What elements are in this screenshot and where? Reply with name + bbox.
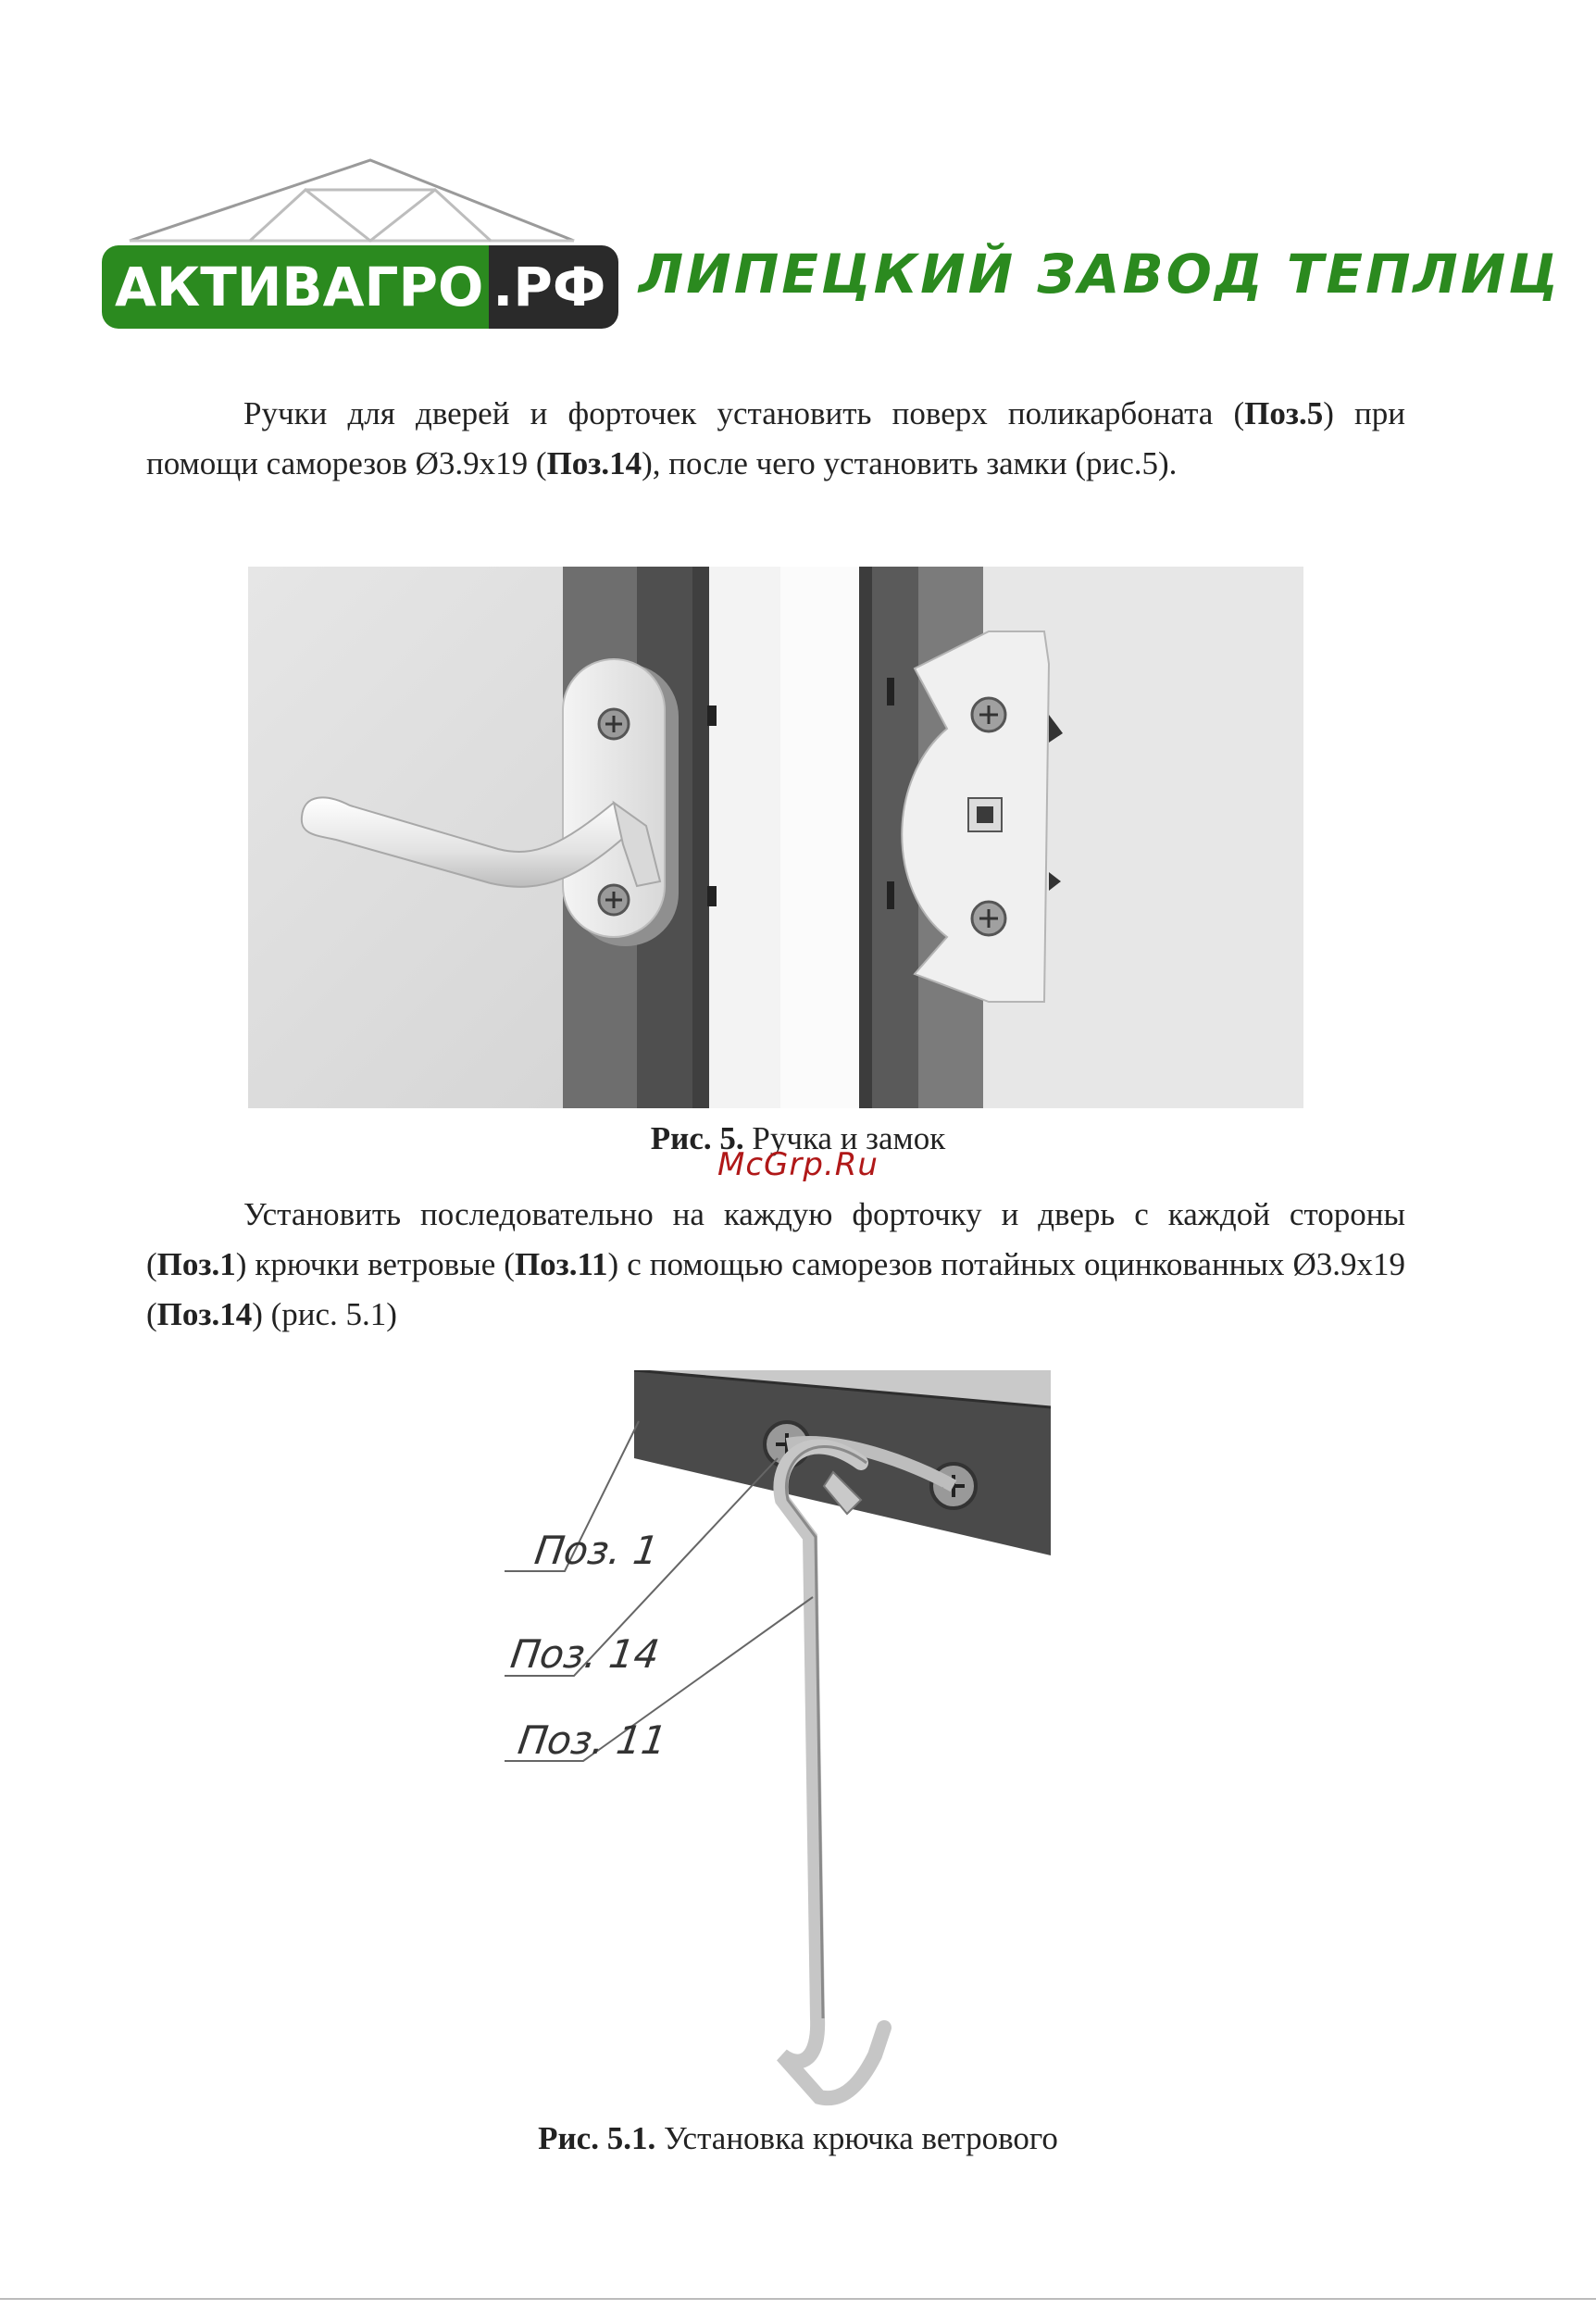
p1-text-1: Ручки для дверей и форточек установить поверх поликарбоната ( <box>243 395 1245 431</box>
logo-main-text: АКТИВАГРО <box>102 245 489 329</box>
p1-ref-1: Поз.5 <box>1244 395 1324 431</box>
company-name-text: ЛИПЕЦКИЙ ЗАВОД ТЕПЛИЦ <box>639 243 1562 306</box>
p2-ref-1: Поз.1 <box>156 1246 236 1282</box>
logo <box>102 153 606 338</box>
greenhouse-roof-icon <box>120 153 602 255</box>
handle-and-lock-illustration <box>248 567 1303 1108</box>
label-poz-1: Поз. 1 <box>531 1528 662 1573</box>
p2-ref-2: Поз.11 <box>514 1246 608 1282</box>
p1-ref-2: Поз.14 <box>546 445 642 481</box>
p2-text-1: Установить последовательно на каждую форточку и дверь с каждой стороны ( <box>146 1196 1405 1282</box>
p1-text-2: ) при помощи саморезов Ø3.9х19 ( <box>146 395 1406 481</box>
p2-text-2: ) крючки ветровые ( <box>235 1246 515 1282</box>
figure-5-1-caption <box>0 2118 1596 2159</box>
figure-5-1-caption-number: Рис. 5.1. <box>538 2120 656 2156</box>
p2-text-4: ) (рис. 5.1) <box>252 1296 397 1332</box>
company-name <box>639 243 1561 306</box>
figure-5-1-caption-text: Установка крючка ветрового <box>655 2120 1058 2156</box>
p2-ref-3: Поз.14 <box>156 1296 253 1332</box>
figure-5-image <box>248 567 1303 1108</box>
paragraph-1 <box>146 389 1405 489</box>
p1-text-3: ), после чего установить замки (рис.5). <box>642 445 1178 481</box>
p2-text-3: ) с помощью саморезов потайных оцинкованных Ø3.9х19 ( <box>146 1246 1405 1332</box>
bottom-rule <box>0 2298 1596 2300</box>
figure-5-caption-number: Рис. 5. <box>650 1120 744 1156</box>
paragraph-2 <box>146 1190 1405 1340</box>
watermark: McGrp.Ru <box>717 1146 879 1183</box>
label-poz-14: Поз. 14 <box>507 1631 663 1677</box>
label-poz-11: Поз. 11 <box>515 1717 670 1763</box>
logo-plate <box>102 245 618 329</box>
logo-suffix-text: .РФ <box>489 245 618 329</box>
figure-5-caption-text: Ручка и замок <box>743 1120 946 1156</box>
